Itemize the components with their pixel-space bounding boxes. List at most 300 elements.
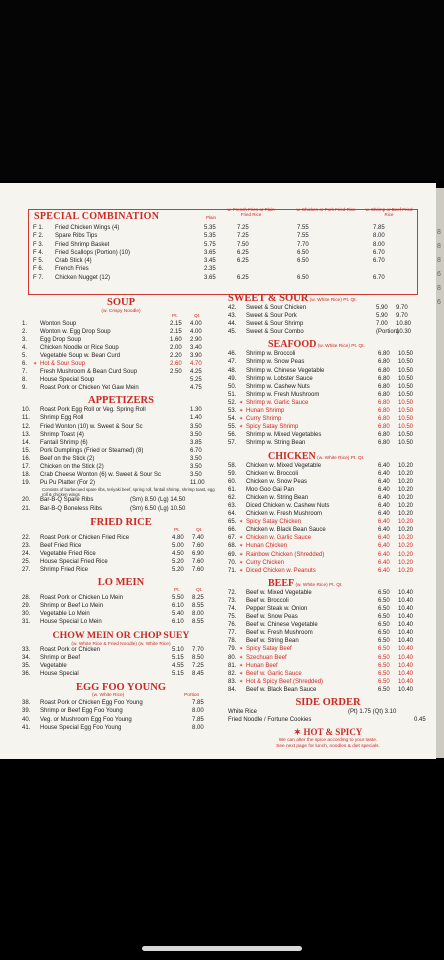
item-name: Roast Pork or Chicken Egg Foo Young [40,700,143,707]
item-price: 5.75 [204,241,216,248]
quart-price: 10.50 [398,408,414,415]
quart-price: 10.50 [398,383,414,390]
item-number: 83. [228,678,237,685]
item-name: Beef w. String Bean [246,638,299,645]
menu-row [22,440,220,448]
item-name: Shrimp w. Mixed Vegetables [246,432,322,439]
item-number: 79. [228,646,237,653]
item-number: 67. [228,535,237,542]
item-price: 8.00 [373,241,385,248]
pint-price: 6.80 [378,351,390,358]
quart-price: 10.40 [398,606,414,612]
item-name: Crab Cheese Wonton (6) w. Sweet & Sour Sc [40,472,161,479]
pint-price: 6.50 [378,597,390,604]
quart-price: 4.25 [190,369,202,376]
pt-label: Pt. Qt. [341,298,357,303]
next-page-edge-text [437,226,444,310]
pt-label: Pt. [172,313,178,319]
item-name: Wonton w. Egg Drop Soup [40,328,111,335]
item-name: Vegetable Lo Mein [40,611,90,618]
item-number: 28. [22,595,31,602]
item-number: 14. [22,439,31,446]
item-name: Shrimp w. Fresh Mushroom [246,391,320,398]
combo-row [33,242,413,250]
item-number: 15. [22,447,31,454]
menu-row [228,519,428,527]
edge-letter: 6 [437,299,441,306]
item-price: 6.25 [237,258,249,265]
quart-price: 10.20 [398,486,414,493]
menu-row [22,407,220,415]
egg-foo-young-subtitle: (w. White Rice) [92,693,125,699]
pint-price: 6.40 [378,511,390,518]
seafood-subtitle: (w. White Rice) [316,344,350,350]
quart-price: 10.50 [398,440,414,447]
combo-row [33,250,413,258]
quart-price: 10.40 [398,654,414,661]
hot-spicy-icon: ✶ [239,399,244,406]
special-combination-list [33,225,413,283]
item-name: Curry Shrimp [246,416,282,423]
item-price: 8.00 [373,233,385,240]
appetizers-title: APPETIZERS [88,395,154,407]
item-name: Pu Pu Platter (For 2) [40,480,96,487]
hot-spicy-icon: ✶ [239,678,244,685]
item-number: 11. [22,415,30,422]
quart-price: 10.20 [398,478,414,485]
menu-row [228,679,428,687]
sweet-sour-title [228,293,428,305]
item-number: 20. [22,497,31,504]
menu-page [0,183,436,759]
hot-spicy-icon: ✶ [239,654,244,661]
item-number: F 6. [33,266,44,273]
item-name: House Special Soup [40,377,95,384]
quart-price: 10.50 [398,399,414,406]
menu-row [22,559,220,567]
hot-spicy-icon: ✶ [239,416,244,423]
item-price: 3.50 [190,431,202,438]
chicken-title [228,451,428,463]
chicken-subtitle: (w. White Rice) [315,455,350,461]
pint-price: 6.10 [172,603,184,610]
item-name: Shrimp w. Garlic Sauce [246,399,309,406]
item-name: Fried Scallops (Portion) (10) [55,249,131,256]
edge-letter: 8 [437,243,441,250]
item-number: F 3. [33,241,44,248]
pint-price: 6.40 [378,527,390,534]
menu-row [228,503,428,511]
pint-price: (Portion) [376,329,400,336]
pint-price: 4.80 [172,534,184,541]
hot-spicy-icon: ✶ [239,646,244,653]
pint-price: 6.80 [378,416,390,423]
item-name: Bar-B-Q Boneless Ribs [40,505,103,512]
item-name: Rainbow Chicken (Shredded) [246,551,325,558]
pint-price: 4.55 [172,663,184,670]
item-number: 57. [228,440,237,447]
item-name: Moo Goo Gai Pan [246,486,295,493]
item-number: 38. [22,700,31,707]
item-name: Crab Stick (4) [55,258,92,265]
pint-price: 5.20 [172,558,184,565]
menu-row [228,590,428,598]
item-number: 66. [228,527,237,534]
pint-price: 6.50 [378,678,390,685]
item-number: 30. [22,611,31,618]
item-price: 7.70 [297,241,309,248]
item-name: Hunan Shrimp [246,408,285,415]
quart-price: 10.40 [398,686,414,693]
pint-price: 6.40 [378,462,390,469]
item-number: 60. [228,478,237,485]
seafood-pt-qt: Pt. Qt. [349,344,365,350]
quart-price: 10.50 [398,351,414,358]
item-number: 72. [228,589,237,596]
item-number: 31. [22,619,31,626]
item-name: Shrimp w. Chinese Vegetable [246,367,325,374]
pint-price: 6.50 [378,654,390,661]
item-price: 3.45 [204,258,216,265]
item-number: 52. [228,399,237,406]
item-number: 51. [228,391,237,398]
beef-title-text: BEEF [268,577,295,589]
quart-price: 10.50 [398,359,414,366]
item-number: 61. [228,486,237,493]
pint-price: 7.00 [376,321,388,328]
item-name: Shrimp or Beef Egg Foo Young [40,708,123,715]
quart-price: 10.20 [398,567,414,574]
item-price: 7.85 [192,700,204,707]
pint-price: 6.50 [378,630,390,637]
hot-spicy-icon: ✶ [239,559,244,566]
pint-price: 5.15 [172,655,184,662]
pint-price: 6.80 [378,375,390,382]
menu-row [22,603,220,611]
item-number: 33. [22,647,31,653]
quart-price: 10.20 [398,519,414,526]
header-french-fries: w. French Fries or Plain Fried Rice [227,207,275,217]
pint-price: 5.15 [172,671,184,678]
hot-spicy-title [228,726,428,738]
pint-price: 5.90 [376,313,388,320]
item-name: Shrimp or Beef [40,655,81,662]
item-price: 3.50 [190,423,202,430]
sweet-sour-title-text: SWEET & SOUR [228,293,309,304]
item-name: Beef Fried Rice [40,542,82,549]
pint-price: 6.40 [378,494,390,501]
menu-row [228,568,428,576]
menu-row [22,464,220,472]
pt-label: Pt. [174,588,180,594]
combo-row [33,233,413,241]
quart-price: 7.25 [192,663,204,670]
item-price: 7.25 [237,233,249,240]
seafood-title [228,339,428,351]
quart-price: 10.50 [398,367,414,374]
item-price: 1.30 [190,407,202,414]
item-number: 35. [22,663,31,670]
special-combination-headers [199,207,417,223]
edge-letter: 8 [437,229,441,236]
item-number: 24. [22,550,31,557]
item-number: 25. [22,558,31,565]
item-price: 11.00 [190,480,205,487]
item-number: 3. [22,336,28,343]
item-name: Hot & Spicy Beef (Shredded) [246,678,324,685]
quart-price: 8.50 [192,655,204,662]
item-price: (Pt) 1.75 (Qt) 3.10 [348,709,397,716]
combo-row [33,225,413,233]
photo-top-background [0,0,444,180]
side-order-row [228,709,428,717]
item-name: Roast Pork Egg Roll or Veg. Spring Roll [40,407,146,414]
menu-row [228,630,428,638]
item-name: Diced Chicken w. Peanuts [246,567,316,574]
soup-title: SOUP [106,297,135,308]
item-price: 6.50 [297,249,309,256]
item-number: 18. [22,472,31,479]
item-number: 1. [22,320,28,327]
quart-price: 10.50 [398,375,414,382]
item-number: 73. [228,597,237,604]
quart-price: 10.20 [398,527,414,534]
item-number: 12. [22,423,31,430]
item-price: 7.85 [373,225,385,231]
pint-price: 5.10 [172,647,184,653]
item-price: 7.85 [192,716,204,723]
pint-price: 5.50 [172,595,184,602]
pint-price: 2.00 [170,344,182,351]
item-number: 29. [22,603,31,610]
item-name: Shrimp w. Lobster Sauce [246,375,313,382]
quart-price: 2.90 [190,336,202,343]
quart-price: 7.40 [192,534,204,541]
pint-price: 6.10 [172,619,184,626]
quart-price: 4.00 [190,320,202,327]
item-number: 47. [228,359,237,366]
special-combination-title: SPECIAL COMBINATION [34,211,160,222]
item-name: Shrimp Toast (4) [40,431,84,438]
item-price: 5.35 [204,225,216,231]
item-number: F 2. [33,233,44,240]
photo-bottom-background [0,760,444,960]
menu-row [228,560,428,568]
quart-price: 4.75 [190,385,202,392]
quart-price: 3.40 [190,344,202,351]
item-number: 16. [22,455,31,462]
fried-rice-title: FRIED RICE [90,516,152,528]
menu-row [22,448,220,456]
item-number: 45. [228,329,237,336]
quart-price: 10.20 [398,502,414,509]
pint-price: 6.80 [378,399,390,406]
item-number: 56. [228,432,237,439]
item-name: Bar-B-Q Spare Ribs [40,497,94,504]
item-number: 23. [22,542,31,549]
pint-price: 6.50 [378,646,390,653]
item-price: 3.85 [190,439,202,446]
item-number: 17. [22,464,31,470]
pint-price: 5.20 [172,567,184,574]
chicken-title-text: CHICKEN [268,450,316,462]
item-number: F 5. [33,258,44,265]
item-number: 78. [228,638,237,645]
quart-price: 6.90 [192,550,204,557]
quart-price: 10.20 [398,470,414,477]
item-name: Fried Shrimp Basket [55,241,110,248]
item-name: Pork Dumplings (Fried or Steamed) (8) [40,447,144,454]
quart-price: 4.00 [190,328,202,335]
menu-row [228,535,428,543]
item-name: Shrimp w. Cashew Nuts [246,383,310,390]
menu-row [228,671,428,679]
item-price: 6.25 [237,249,249,256]
item-number: 10. [22,407,31,414]
item-price: 3.65 [204,249,216,256]
menu-row [228,384,428,392]
side-order-title: SIDE ORDER [295,697,361,709]
item-number: F 1. [33,225,44,231]
menu-row [22,655,220,663]
item-number: 76. [228,622,237,629]
item-name: House Special Lo Mein [40,619,102,626]
item-price: 7.50 [237,241,249,248]
menu-row [228,424,428,432]
menu-row [228,359,428,367]
pint-price: 6.40 [378,567,390,574]
item-name: Pepper Steak w. Onion [246,606,308,612]
item-name: Sweet & Sour Combo [246,329,304,336]
item-number: 71. [228,567,237,574]
item-name: Chicken w. Fresh Mushroom [246,511,323,518]
item-name: Roast Pork or Chicken [40,647,101,653]
item-number: 22. [22,534,31,541]
pint-price: 6.50 [378,614,390,621]
menu-row [228,313,428,321]
item-price: 1.40 [190,415,202,422]
pint-price: 6.80 [378,440,390,447]
item-name: Spicy Satay Shrimp [246,424,299,431]
item-price: 8.00 [192,724,204,731]
item-name: Beef on the Stick (2) [40,455,95,462]
item-name: Wonton Soup [40,320,77,327]
pint-price: 6.80 [378,424,390,431]
item-number: F 4. [33,249,44,256]
item-name: Sweet & Sour Chicken [246,305,307,311]
menu-row [22,385,220,393]
menu-row [22,353,220,361]
pint-price: 2.15 [170,328,182,335]
menu-row [228,511,428,519]
menu-row [228,351,428,359]
menu-row [228,416,428,424]
menu-row [22,543,220,551]
pint-price: 6.40 [378,478,390,485]
menu-row [228,646,428,654]
item-price: 6.25 [237,274,249,281]
item-number: 5. [22,352,28,359]
menu-row [22,321,220,329]
item-number: 27. [22,567,31,574]
item-name: Chicken w. String Bean [246,494,309,501]
item-name: Chicken w. Mixed Vegetable [246,462,322,469]
menu-row [22,424,220,432]
combo-row [33,266,413,274]
item-name: Beef w. Chinese Vegetable [246,622,318,629]
header-chicken-pork-rice: w. Chicken or Pork Fried Rice [296,207,356,212]
item-price: 3.50 [190,472,202,479]
item-number: 80. [228,654,237,661]
combo-row [33,258,413,266]
menu-row [228,655,428,663]
pint-price: 5.90 [376,305,388,311]
chicken-pt-qt: Pt. Qt. [349,455,365,461]
pint-price: 6.40 [378,502,390,509]
pint-price: 1.60 [170,336,182,343]
item-name: Hunan Chicken [246,543,288,550]
pint-price: 6.40 [378,551,390,558]
qt-label: Qt. [196,588,203,594]
menu-row [22,497,220,505]
item-name: House Special Egg Foo Young [40,724,122,731]
item-number: 39. [22,708,31,715]
item-name: Sweet & Sour Shrimp [246,321,304,328]
lo-mein-title: LO MEIN [97,577,145,589]
item-name: Chicken w. Broccoli [246,470,299,477]
pint-price: 6.40 [378,543,390,550]
menu-row [228,663,428,671]
hot-spicy-icon: ✶ [293,727,304,738]
item-number: 7. [22,369,28,376]
item-number: 58. [228,462,237,469]
quart-price: 10.40 [398,670,414,677]
pint-price: 6.50 [378,662,390,669]
item-name: Beef w. Garlic Sauce [246,670,302,677]
pint-price: 6.40 [378,486,390,493]
item-number: 44. [228,321,237,328]
hot-spicy-icon: ✶ [239,535,244,542]
pint-price: 6.40 [378,519,390,526]
left-column [22,297,220,733]
item-number: 55. [228,424,237,431]
item-price: 6.50 [297,274,309,281]
item-number: 9. [22,385,28,392]
beef-title [228,578,428,590]
hot-spicy-title-text: HOT & SPICY [303,727,363,738]
pu-pu-platter-note: Consists of barbecued spare ribs, teriyaki beef, spring roll, fantail shrimp, shrimp toast, egg roll & chicken wings [42,487,215,497]
item-name: Chicken w. Snow Peas [246,478,308,485]
item-number: 74. [228,606,237,612]
item-price: 6.70 [373,258,385,265]
pint-price: 6.40 [378,470,390,477]
pint-price: 6.80 [378,359,390,366]
menu-row [228,614,428,622]
quart-price: 8.55 [192,603,204,610]
item-name: Beef w. Fresh Mushroom [246,630,313,637]
pint-price: 5.40 [172,611,184,618]
hot-spicy-icon: ✶ [239,662,244,669]
quart-price: 10.40 [398,589,414,596]
item-name: Chicken w. Black Bean Sauce [246,527,326,534]
pint-price: 6.80 [378,391,390,398]
quart-price: 10.50 [398,424,414,431]
item-price: 7.55 [297,233,309,240]
item-number: 65. [228,519,237,526]
home-indicator[interactable] [142,946,302,951]
pint-price: 6.50 [378,589,390,596]
pint-price: 6.40 [378,559,390,566]
